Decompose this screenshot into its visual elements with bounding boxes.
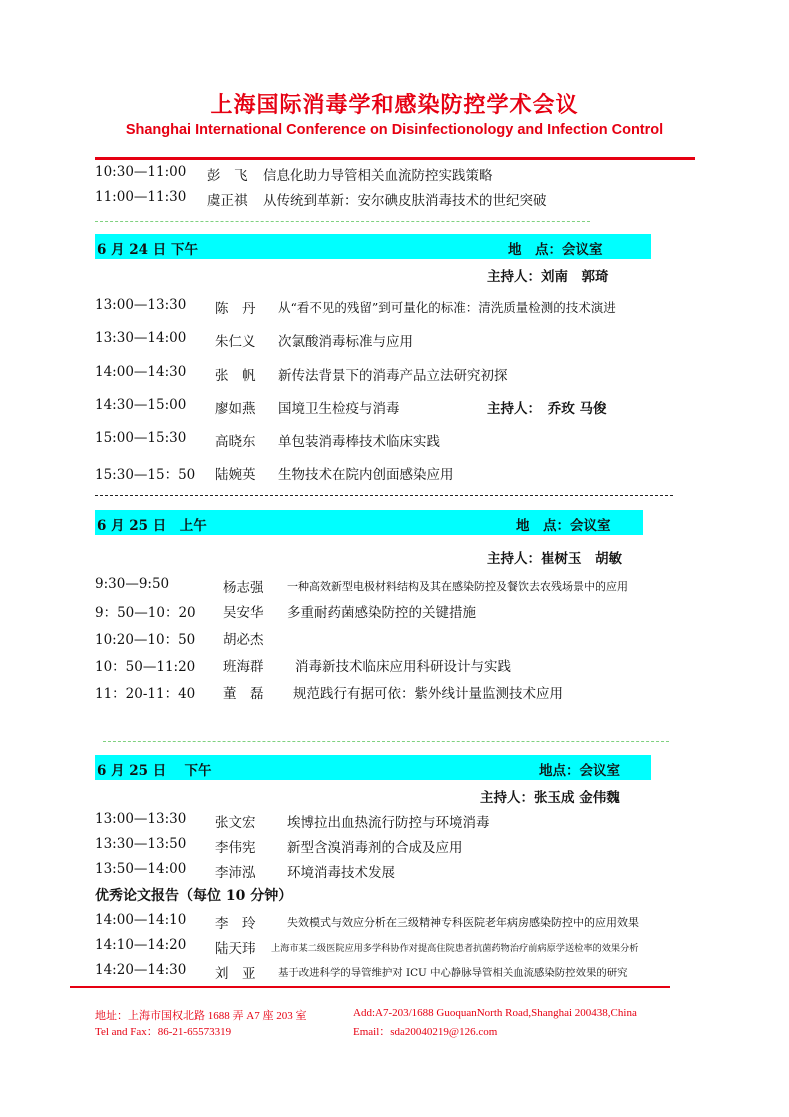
row-time: 13:30—13:50 <box>95 836 187 852</box>
session-place: 地 点：会议室 <box>516 518 611 534</box>
schedule-row <box>95 912 695 932</box>
row-time: 10：50—11:20 <box>95 659 196 675</box>
conference-title-cn: 上海国际消毒学和感染防控学术会议 <box>210 93 579 118</box>
schedule-row <box>95 628 695 648</box>
row-subject: 生物技术在院内创面感染应用 <box>278 467 454 483</box>
session-bar-0624-pm <box>95 234 651 259</box>
row-speaker: 陈 丹 <box>215 301 256 317</box>
row-time: 9:30—9:50 <box>95 576 170 592</box>
schedule-row <box>95 189 715 209</box>
row-subject: 从传统到革新：安尔碘皮肤消毒技术的世纪突破 <box>263 193 547 209</box>
row-speaker: 李 玲 <box>215 916 256 932</box>
row-speaker: 吴安华 <box>223 605 264 621</box>
row-subject: 从“看不见的残留”到可量化的标准：清洗质量检测的技术演进 <box>278 300 616 315</box>
row-time: 13:00—13:30 <box>95 811 187 827</box>
session-host: 主持人：张玉成 金伟魏 <box>480 790 620 806</box>
row-speaker: 李伟宪 <box>215 840 256 856</box>
row-subject: 一种高效新型电极材料结构及其在感染防控及餐饮去农残场景中的应用 <box>287 580 628 593</box>
footer-email: Email：sda20040219@126.com <box>353 1026 498 1038</box>
section-divider <box>103 741 669 742</box>
row-subject: 新传法背景下的消毒产品立法研究初探 <box>278 368 508 384</box>
row-subject: 规范践行有据可依：紫外线计量监测技术应用 <box>293 686 563 702</box>
session-host: 主持人：刘南 郭琦 <box>487 269 609 285</box>
session-host: 主持人：崔树玉 胡敏 <box>487 551 622 567</box>
row-speaker: 张 帆 <box>215 368 256 384</box>
conference-title-en: Shanghai International Conference on Disinfectionology and Infection Control <box>125 122 664 138</box>
schedule-row <box>95 364 695 384</box>
row-subject: 多重耐药菌感染防控的关键措施 <box>287 605 476 621</box>
header-divider <box>95 157 695 160</box>
row-speaker: 刘 亚 <box>215 966 256 982</box>
row-time: 15:00—15:30 <box>95 430 187 446</box>
row-subject: 环境消毒技术发展 <box>287 865 395 881</box>
row-time: 14:00—14:10 <box>95 912 187 928</box>
row-speaker: 虞正祺 <box>207 193 248 209</box>
row-time: 11:00—11:30 <box>95 189 187 205</box>
inline-host: 主持人： 乔玫 马俊 <box>487 401 607 417</box>
section-divider <box>95 221 590 222</box>
row-subject: 信息化助力导管相关血流防控实践策略 <box>263 168 493 184</box>
row-time: 13:30—14:00 <box>95 330 187 346</box>
schedule-row <box>95 682 695 702</box>
row-speaker: 胡必杰 <box>223 632 264 648</box>
schedule-row <box>95 297 695 317</box>
row-time: 15:30—15：50 <box>95 467 196 483</box>
schedule-row <box>95 430 695 450</box>
row-time: 14:30—15:00 <box>95 397 187 413</box>
row-speaker: 朱仁义 <box>215 334 256 350</box>
schedule-row <box>95 601 695 621</box>
row-speaker: 董 磊 <box>223 686 264 702</box>
session-day: 6 月 25 日 下午 <box>97 763 212 779</box>
row-speaker: 杨志强 <box>223 580 264 596</box>
session-bar-0625-pm <box>95 755 651 780</box>
session-day: 6 月 25 日 上午 <box>97 518 207 534</box>
schedule-row <box>95 937 695 957</box>
schedule-row <box>95 836 695 856</box>
row-subject: 次氯酸消毒标准与应用 <box>278 334 413 350</box>
row-speaker: 陆天玮 <box>215 941 256 957</box>
session-bar-0625-am <box>95 510 643 535</box>
row-subject: 消毒新技术临床应用科研设计与实践 <box>295 659 511 675</box>
row-time: 13:50—14:00 <box>95 861 187 877</box>
section-divider <box>95 495 673 496</box>
footer-address-cn: 地址：上海市国权北路 1688 弄 A7 座 203 室 <box>95 1010 307 1022</box>
footer-address-en: Add:A7-203/1688 GuoquanNorth Road,Shanghai 200438,China <box>353 1007 637 1019</box>
row-time: 11：20-11：40 <box>95 686 196 702</box>
row-speaker: 陆婉英 <box>215 467 256 483</box>
row-speaker: 彭 飞 <box>207 168 248 184</box>
schedule-row <box>95 962 695 982</box>
session-place: 地 点：会议室 <box>508 242 603 258</box>
schedule-row <box>95 463 695 483</box>
row-speaker: 廖如燕 <box>215 401 256 417</box>
row-subject: 基于改进科学的导管维护对 ICU 中心静脉导管相关血流感染防控效果的研究 <box>278 967 628 979</box>
row-time: 14:00—14:30 <box>95 364 187 380</box>
row-subject: 上海市某二级医院应用多学科协作对提高住院患者抗菌药物治疗前病原学送检率的效果分析 <box>271 943 639 954</box>
schedule-row <box>95 861 695 881</box>
schedule-row <box>95 330 695 350</box>
row-time: 10:20—10：50 <box>95 632 196 648</box>
row-subject: 失效模式与效应分析在三级精神专科医院老年病房感染防控中的应用效果 <box>287 916 639 929</box>
schedule-row <box>95 655 695 675</box>
session-day: 6 月 24 日 下午 <box>97 242 198 258</box>
row-time: 13:00—13:30 <box>95 297 187 313</box>
row-speaker: 李沛泓 <box>215 865 256 881</box>
session-place: 地点：会议室 <box>539 763 620 779</box>
row-subject: 新型含溴消毒剂的合成及应用 <box>287 840 463 856</box>
row-subject: 埃博拉出血热流行防控与环境消毒 <box>287 815 490 831</box>
footer-tel: Tel and Fax：86-21-65573319 <box>95 1026 232 1038</box>
schedule-row <box>95 576 695 596</box>
row-time: 10:30—11:00 <box>95 164 187 180</box>
footer-divider <box>70 986 670 988</box>
row-time: 14:20—14:30 <box>95 962 187 978</box>
row-speaker: 班海群 <box>223 659 264 675</box>
papers-heading: 优秀论文报告（每位 10 分钟） <box>95 888 293 904</box>
row-time: 9：50—10：20 <box>95 605 196 621</box>
schedule-row <box>95 164 715 184</box>
row-subject: 国境卫生检疫与消毒 <box>278 401 400 417</box>
row-time: 14:10—14:20 <box>95 937 187 953</box>
row-speaker: 高晓东 <box>215 434 256 450</box>
schedule-row <box>95 811 695 831</box>
row-subject: 单包装消毒棒技术临床实践 <box>278 434 440 450</box>
row-speaker: 张文宏 <box>215 815 256 831</box>
schedule-row <box>95 397 695 417</box>
